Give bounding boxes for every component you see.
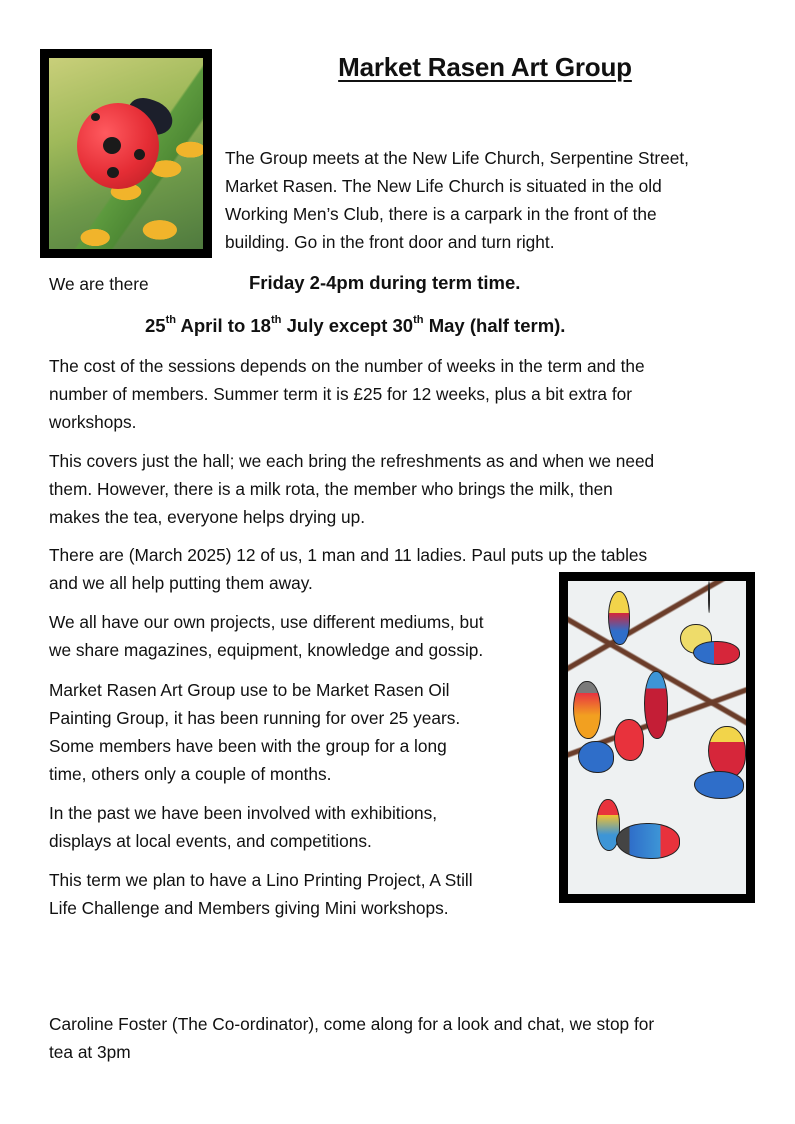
date-text: 25 <box>145 315 166 336</box>
ladybird-painting-frame <box>40 49 212 258</box>
date-suffix: th <box>165 314 177 327</box>
birds-painting-image <box>568 581 746 894</box>
paragraph-line: In the past we have been involved with exhibitions, <box>49 803 438 823</box>
paragraph-line: This covers just the hall; we each bring the refreshments as and when we need <box>49 451 655 471</box>
page-title: Market Rasen Art Group <box>338 52 632 82</box>
paragraph-history <box>49 676 549 788</box>
paragraph-line: Some members have been with the group for a long <box>49 736 447 756</box>
date-text: May (half term). <box>423 315 566 336</box>
schedule-dates <box>145 312 565 340</box>
schedule-label: We are there <box>49 274 149 294</box>
paragraph-line: We all have our own projects, use different mediums, but <box>49 612 484 632</box>
paragraph-line: There are (March 2025) 12 of us, 1 man and 11 ladies. Paul puts up the tables <box>49 545 648 565</box>
intro-paragraph <box>225 144 765 256</box>
date-suffix: th <box>270 314 282 327</box>
paragraph-line: Life Challenge and Members giving Mini workshops. <box>49 898 449 918</box>
date-suffix: th <box>413 314 424 327</box>
paragraph-line: number of members. Summer term it is £25 for 12 weeks, plus a bit extra for <box>49 384 632 404</box>
paragraph-term-plans <box>49 866 549 922</box>
schedule-time: Friday 2-4pm during term time. <box>249 272 521 293</box>
paragraph-line: Market Rasen Art Group use to be Market Rasen Oil <box>49 680 450 700</box>
intro-line: The Group meets at the New Life Church, Serpentine Street, <box>225 148 689 168</box>
intro-line: building. Go in the front door and turn right. <box>225 232 555 252</box>
paragraph-line: them. However, there is a milk rota, the member who brings the milk, then <box>49 479 613 499</box>
paragraph-projects <box>49 608 549 664</box>
paragraph-line: makes the tea, everyone helps drying up. <box>49 507 366 527</box>
paragraph-line: Painting Group, it has been running for over 25 years. <box>49 708 461 728</box>
paragraph-line: time, others only a couple of months. <box>49 764 332 784</box>
intro-line: Market Rasen. The New Life Church is situated in the old <box>225 176 662 196</box>
ladybird-painting-image <box>49 58 203 249</box>
paragraph-line: displays at local events, and competitions. <box>49 831 372 851</box>
paragraph-line: The cost of the sessions depends on the number of weeks in the term and the <box>49 356 645 376</box>
closing-paragraph <box>49 1010 769 1066</box>
paragraph-hall <box>49 447 749 531</box>
date-text: July except 30 <box>281 315 414 336</box>
ladybird-body <box>77 103 159 189</box>
paragraph-exhibitions <box>49 799 549 855</box>
paragraph-line: and we all help putting them away. <box>49 573 313 593</box>
intro-line: Working Men’s Club, there is a carpark in the front of the <box>225 204 657 224</box>
closing-line: Caroline Foster (The Co-ordinator), come along for a look and chat, we stop for <box>49 1014 655 1034</box>
paragraph-line: we share magazines, equipment, knowledge and gossip. <box>49 640 484 660</box>
paragraph-line: workshops. <box>49 412 137 432</box>
date-text: April to 18 <box>176 315 271 336</box>
birds-painting-frame <box>559 572 755 903</box>
paragraph-line: This term we plan to have a Lino Printing Project, A Still <box>49 870 473 890</box>
closing-line: tea at 3pm <box>49 1042 131 1062</box>
paragraph-cost <box>49 352 749 436</box>
